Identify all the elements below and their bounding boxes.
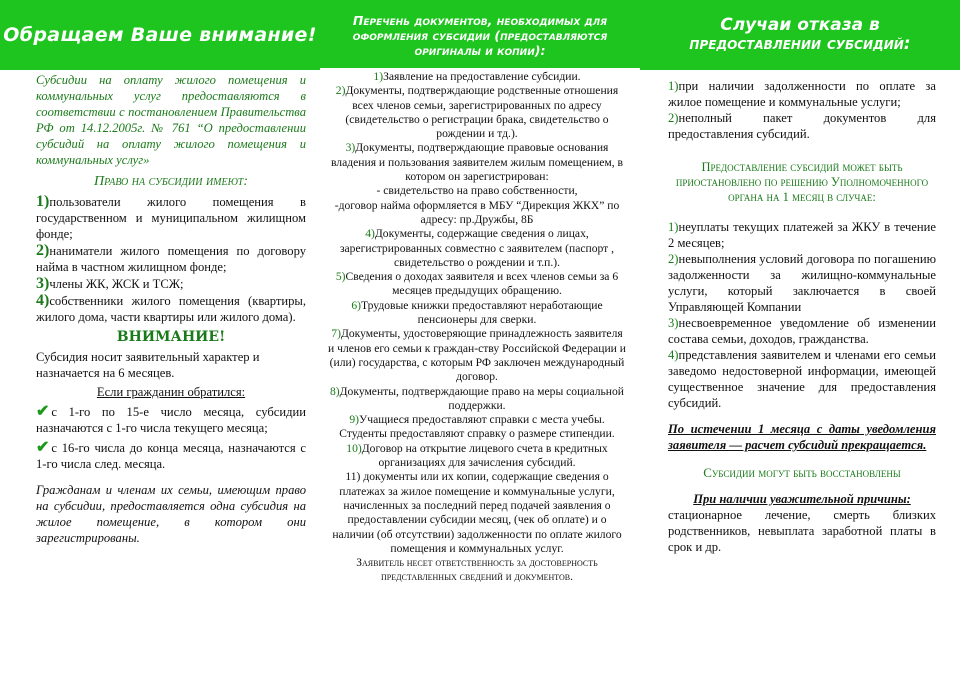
- document-item-number: 3): [345, 141, 356, 155]
- rights-item: [36, 276, 306, 292]
- rights-item: [36, 243, 306, 275]
- document-item: [328, 270, 626, 299]
- document-item-text: Учащиеся предоставляют справки с места учебы. Студенты предоставляют справку о размере стипендии.: [339, 413, 615, 441]
- document-item: [328, 299, 626, 328]
- reason-title: При наличии уважительной причины:: [693, 492, 911, 506]
- refusal-header: [640, 0, 960, 70]
- refusal-item-text: неполный пакет документов для предоставления субсидий.: [668, 111, 936, 141]
- refusal-title: [689, 16, 910, 54]
- attention-header: [0, 0, 320, 70]
- refusal-item-number: 2): [668, 111, 679, 125]
- suspension-item: [668, 347, 936, 411]
- refusal-body: [640, 70, 960, 555]
- document-item-text: документы или их копии, содержащие сведения о платежах за жилое помещение и коммунальные услуги, начисленных за последний перед подачей заявления о предоставлении субсидии месяц, (чек об оплате) и о наличии (об отсутствии) задолженности по оплате жилого помещения и коммунальных услуг.: [332, 470, 622, 555]
- rights-item-number: 2): [36, 242, 50, 259]
- document-item-text: Документы, удостоверяющие принадлежность заявителя и членов его семьи к граждан-ству Российской Федерации и (или) государства, с которым РФ заключен международный договор.: [328, 327, 626, 384]
- document-item-number: 9): [349, 413, 360, 427]
- suspension-item-number: 2): [668, 252, 679, 266]
- document-item-text: Документы, подтверждающие родственные отношения всех членов семьи, зарегистрированных по адресу (свидетельство о регистрации брака, свидетельство о рождении и тд.).: [345, 84, 619, 141]
- document-item: [328, 70, 626, 84]
- check-item: [36, 404, 306, 436]
- deadline-note: По истечении 1 месяца с даты уведомления заявителя — расчет субсидий прекращается.: [668, 422, 936, 452]
- document-item: [328, 413, 626, 442]
- rights-item-text: собственники жилого помещения (квартиры, жилого дома, части квартиры или жилого дома).: [36, 294, 306, 324]
- document-item-number: 7): [331, 327, 341, 341]
- suspension-item: [668, 219, 936, 251]
- document-item-number: 4): [365, 227, 375, 241]
- suspension-item-text: невыполнения условий договора по погашению задолженности за жилищно-коммунальные услуги, который заключается в своей Управляющей Компании: [668, 252, 936, 314]
- suspension-item: [668, 315, 936, 347]
- attention-heading: ВНИМАНИЕ!: [116, 329, 226, 345]
- rights-item-text: наниматели жилого помещения по договору найма в частном жилищном фонде;: [36, 244, 306, 274]
- suspension-item-number: 1): [668, 220, 679, 234]
- document-item: [328, 84, 626, 141]
- suspension-item-text: неуплаты текущих платежей за ЖКУ в течение 2 месяцев;: [668, 220, 936, 250]
- document-item-text: Документы, содержащие сведения о лицах, зарегистрированных совместно с заявителем (паспорт , свидетельство о рождении и т.п.).: [339, 227, 615, 269]
- attention-title: Обращаем Ваше внимание!: [3, 24, 317, 46]
- document-item-number: 2): [335, 84, 346, 98]
- document-item-number: 5): [335, 270, 346, 284]
- intro-text: Субсидии на оплату жилого помещения и коммунальных услуг предоставляются в соответствии с постановлением Правительства РФ от 14.12.2005г. № 761 “О предоставлении субсидий на оплату жилого помещения и коммунальных услуг»: [36, 73, 306, 167]
- check-item-text: с 1-го по 15-е число месяца, субсидии назначаются с 1-го числа текущего месяца;: [36, 405, 306, 435]
- document-item-text: -договор найма оформляется в МБУ “Дирекция ЖКХ” по адресу: пр.Дружбы, 8Б: [334, 198, 620, 226]
- restore-title: Субсидии могут быть восстановлены: [703, 465, 901, 480]
- suspension-item-number: 3): [668, 316, 679, 330]
- document-item: [328, 470, 626, 556]
- responsibility-note: Заявитель несет ответственность за достоверность представленных сведений и документов.: [356, 557, 598, 584]
- rights-item: [36, 293, 306, 325]
- documents-header: [320, 0, 640, 68]
- document-item-text: Документы, подтверждающие правовые основания владения и пользования заявителем жилым помещением, в котором он зарегистрирован:: [330, 141, 624, 184]
- refusal-item: [668, 110, 936, 142]
- refusal-title-line2: предоставлении субсидий:: [689, 34, 911, 54]
- document-subitem: [328, 184, 626, 198]
- rights-item-text: пользователи жилого помещения в государственном и муниципальном жилищном фонде;: [36, 195, 306, 241]
- if-applied-title: Если гражданин обратился:: [96, 385, 246, 399]
- document-item: [328, 385, 626, 414]
- rights-item-number: 1): [36, 193, 50, 210]
- document-subitem: [328, 199, 626, 228]
- document-item-text: Договор на открытие лицевого счета в кредитных организациях для зачисления субсидий.: [361, 441, 608, 470]
- document-item-number: 10): [346, 441, 362, 455]
- check-item-text: с 16-го числа до конца месяца, назначаются с 1-го числа след. месяца.: [36, 441, 306, 471]
- checkmark-icon: ✔: [36, 403, 50, 420]
- document-item: [328, 327, 626, 384]
- column-refusal: [640, 0, 960, 679]
- column-attention: [0, 0, 320, 679]
- suspension-item-number: 4): [668, 348, 679, 362]
- document-item-number: 6): [351, 298, 361, 312]
- reason-text: стационарное лечение, смерть близких родственников, невыплата заработной платы в срок и др.: [668, 508, 936, 554]
- suspension-title: Предоставление субсидий может быть приостановлено по решению Уполномоченного органа на 1 месяц в случае:: [675, 160, 929, 204]
- rights-item-number: 3): [36, 275, 50, 292]
- document-item-number: 8): [329, 384, 340, 398]
- document-item-text: - свидетельство на право собственности,: [376, 184, 578, 198]
- refusal-item-number: 1): [668, 79, 679, 93]
- documents-title: Перечень документов, необходимых для оформления субсидии (предоставляются оригиналы и копии):: [352, 12, 608, 58]
- document-item: [328, 141, 626, 184]
- column-documents: [320, 0, 640, 679]
- rights-list: [36, 194, 306, 325]
- checkmark-icon: ✔: [36, 439, 50, 456]
- attention-text: Субсидия носит заявительный характер и назначается на 6 месяцев.: [36, 350, 260, 380]
- document-item-number: 1): [373, 70, 384, 83]
- attention-body: [0, 70, 320, 546]
- refusal-title-line1: Случаи отказа в: [720, 15, 880, 35]
- document-item-text: Заявление на предоставление субсидии.: [383, 70, 581, 83]
- document-item-text: Сведения о доходах заявителя и всех членов семьи за 6 месяцев предыдущих обращению.: [345, 270, 619, 298]
- document-item: [328, 227, 626, 270]
- document-item: [328, 442, 626, 471]
- suspension-item-text: представления заявителем и членами его семьи заведомо недостоверной информации, имеющей существенное значение для предоставления субсидий.: [668, 348, 936, 410]
- suspension-item-text: несвоевременное уведомление об изменении состава семьи, доходов, гражданства.: [668, 316, 936, 346]
- footer-note: Гражданам и членам их семьи, имеющим право на субсидии, предоставляется одна субсидия на жилое помещение, в котором они зарегистрированы.: [36, 483, 306, 545]
- check-item: [36, 440, 306, 472]
- document-item-number: 11): [345, 470, 361, 484]
- documents-list: [320, 68, 640, 585]
- suspension-item: [668, 251, 936, 315]
- rights-title: Право на субсидии имеют:: [93, 174, 249, 189]
- refusal-item-text: при наличии задолженности по оплате за жилое помещение и коммунальные услуги;: [668, 79, 936, 109]
- rights-item-text: члены ЖК, ЖСК и ТСЖ;: [49, 277, 184, 291]
- rights-item-number: 4): [36, 292, 50, 309]
- document-item-text: Трудовые книжки предоставляют неработающие пенсионеры для сверки.: [361, 298, 603, 327]
- rights-item: [36, 194, 306, 242]
- document-item-text: Документы, подтверждающие право на меры социальной поддержки.: [339, 384, 625, 412]
- refusal-item: [668, 78, 936, 110]
